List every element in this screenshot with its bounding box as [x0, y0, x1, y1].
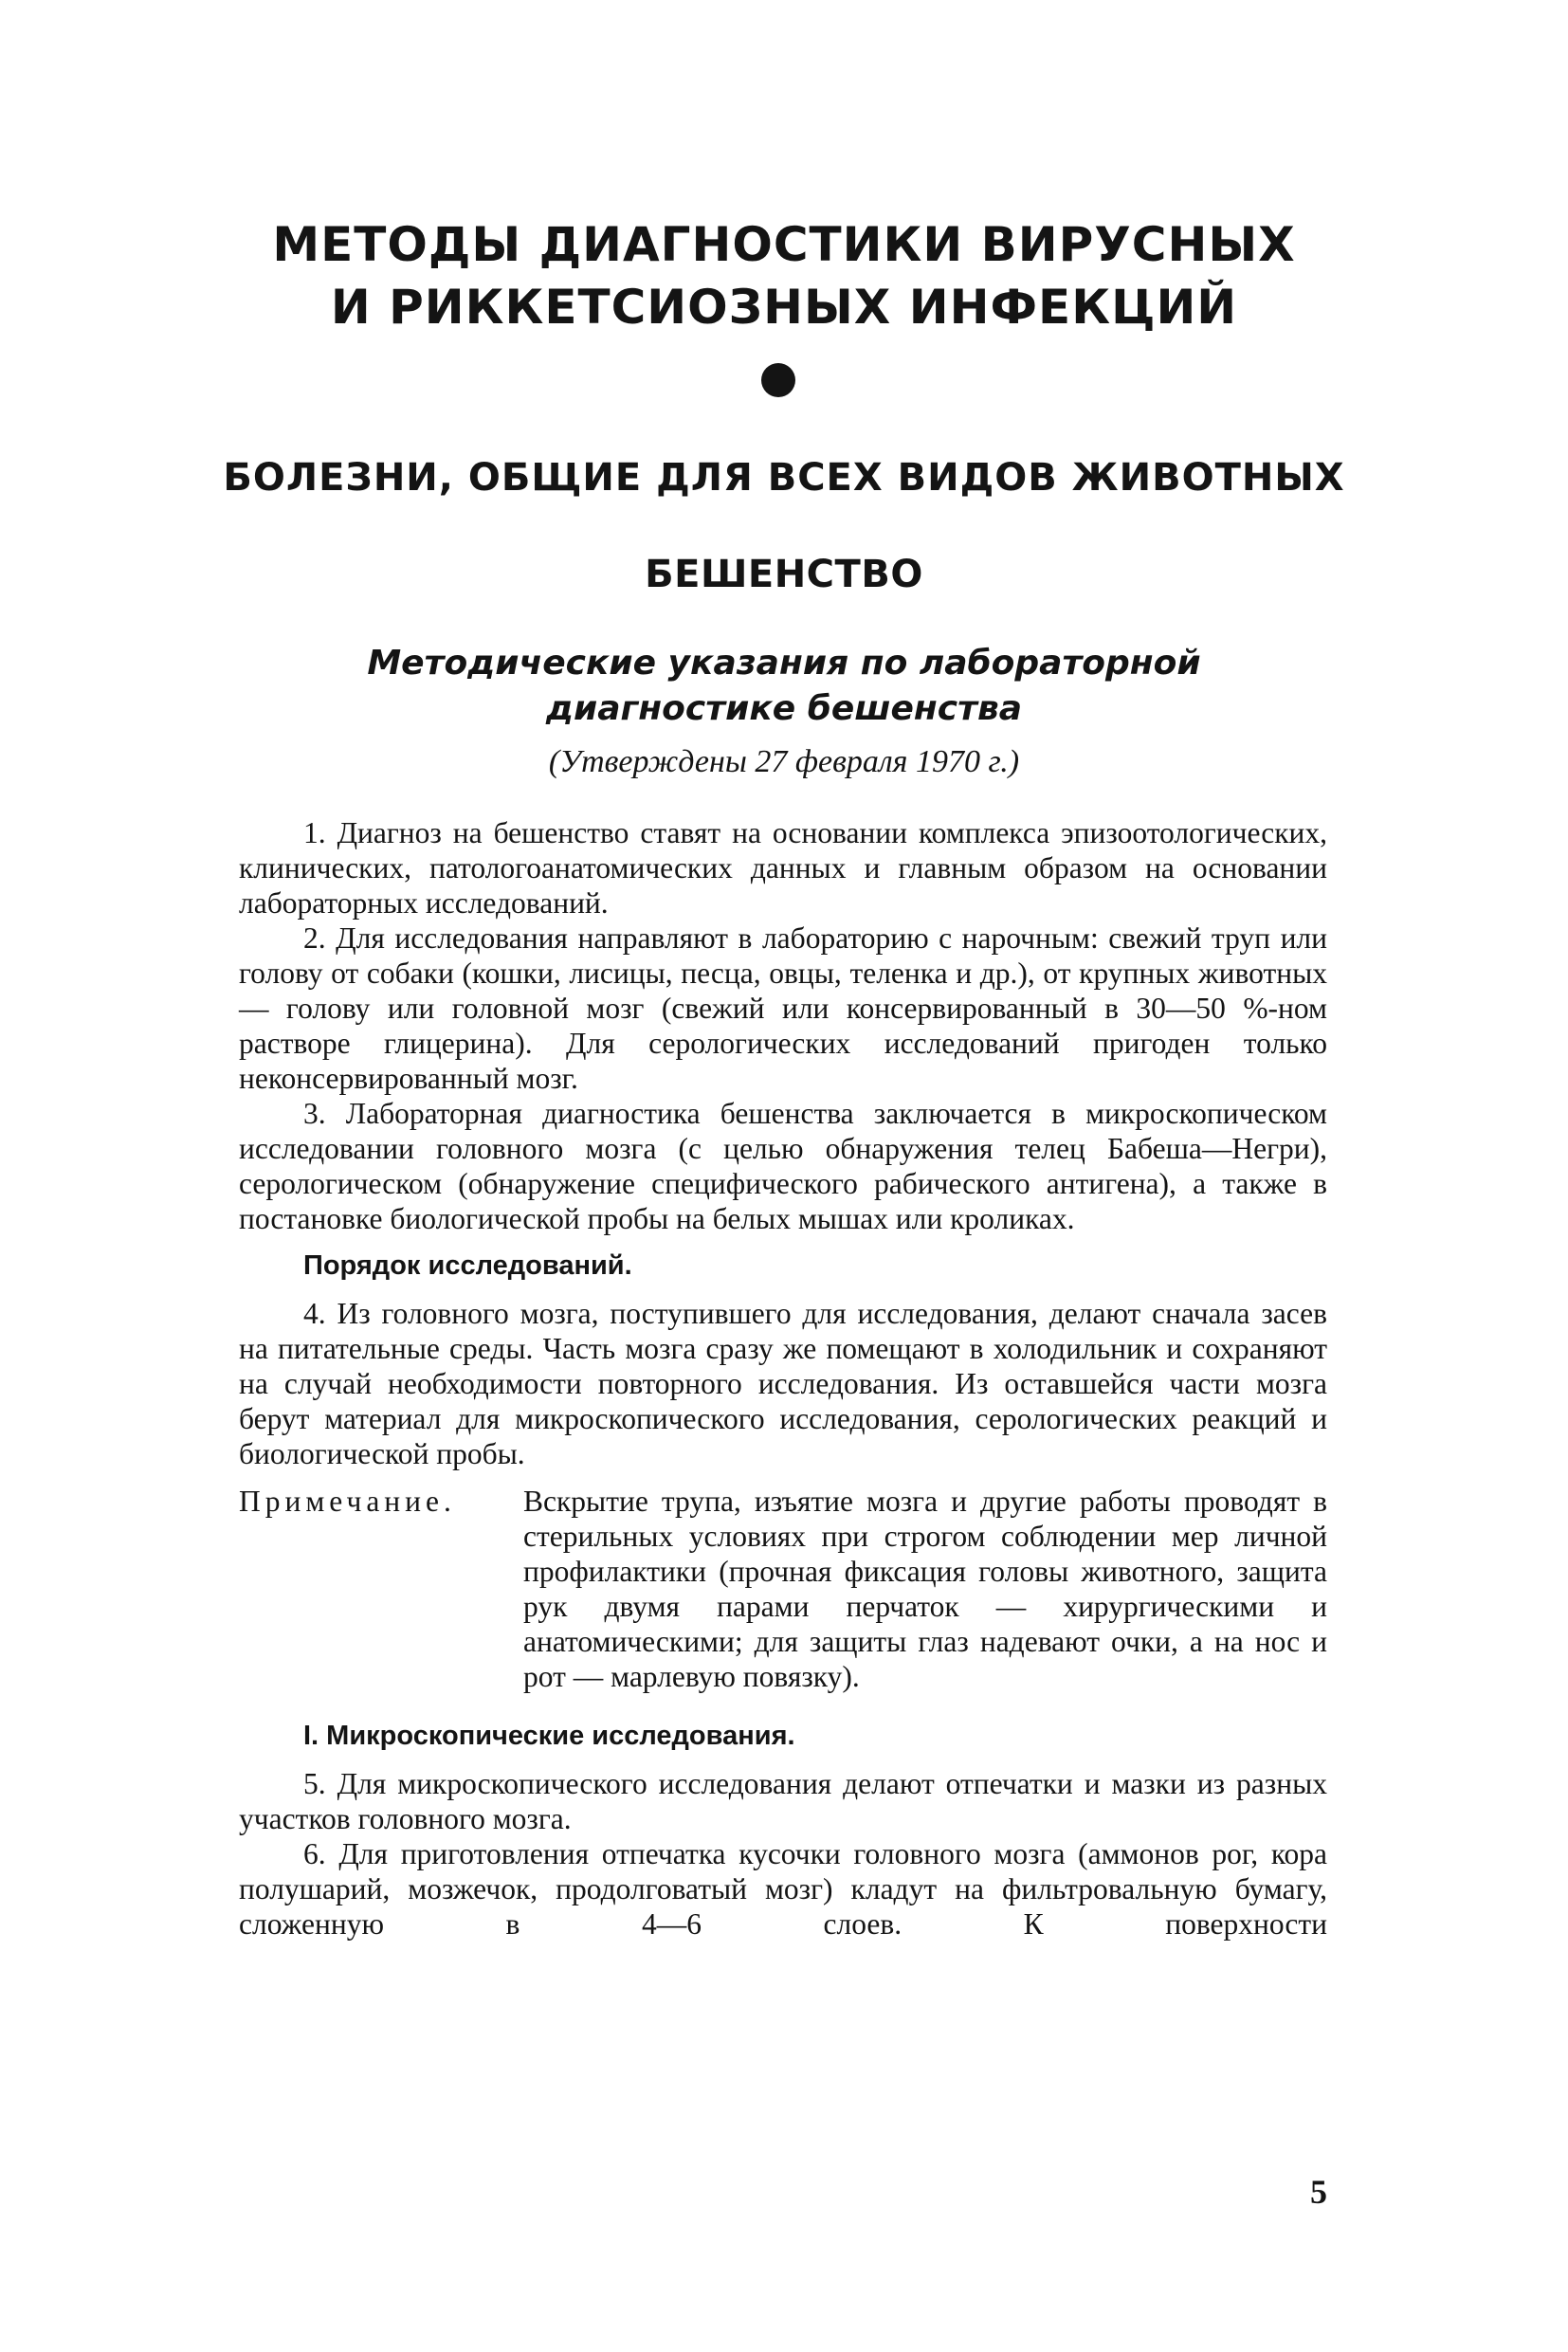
note-text: Вскрытие трупа, изъятие мозга и другие работы проводят в стерильных условиях при строгом соблюдении мер личной профилактики (прочная фиксация головы животного, защита рук двумя парами перчаток — хирургическими и анатомическими; для защиты глаз надевают очки, а на нос и рот — марлевую повязку). — [523, 1485, 1327, 1693]
paragraph-4: 4. Из головного мозга, поступившего для исследования, делают сначала засев на питательные среды. Часть мозга сразу же помещают в холодильник и сохраняют на случай необходимости повторного исследования. Из оставшейся части мозга берут материал для микроскопического исследования, серологических реакций и биологической пробы. — [239, 1297, 1327, 1470]
paragraph-1: 1. Диагноз на бешенство ставят на основании комплекса эпизоотологических, клинических, патологоанатомических данных и главным образом на основании лабораторных исследований. — [239, 816, 1327, 920]
approval-date: (Утверждены 27 февраля 1970 г.) — [548, 744, 1020, 779]
paragraph-3: 3. Лабораторная диагностика бешенства заключается в микроскопическом исследовании головного мозга (с целью обнаружения телец Бабеша—Негри), серологическом (обнаружение специфического рабического антигена), а также в постановке биологической пробы на белых мышах или кроликах. — [239, 1097, 1327, 1235]
page-number: 5 — [1310, 2173, 1327, 2211]
subtitle-line-2: диагностике бешенства — [545, 689, 1023, 728]
note-label: Примечание. — [239, 1485, 456, 1518]
guidelines-subtitle — [237, 641, 1331, 732]
document-title — [237, 213, 1331, 338]
section-title: БОЛЕЗНИ, ОБЩИЕ ДЛЯ ВСЕХ ВИДОВ ЖИВОТНЫХ — [223, 456, 1345, 500]
paragraph-6: 6. Для приготовления отпечатка кусочки головного мозга (аммонов рог, кора полушарий, мозжечок, продолговатый мозг) кладут на фильтровальную бумагу, сложенную в 4—6 слоев. К поверхности — [239, 1837, 1327, 1941]
document-body — [239, 815, 1327, 1942]
heading-microscopy: I. Микроскопические исследования. — [303, 1721, 795, 1751]
paragraph-5: 5. Для микроскопического исследования делают отпечатки и мазки из разных участков головного мозга. — [239, 1767, 1327, 1835]
disease-title: БЕШЕНСТВО — [645, 553, 923, 596]
subtitle-line-1: Методические указания по лабораторной — [367, 644, 1201, 683]
title-line-1: МЕТОДЫ ДИАГНОСТИКИ ВИРУСНЫХ — [272, 217, 1296, 272]
paragraph-2: 2. Для исследования направляют в лабораторию с нарочным: свежий труп или голову от собаки (кошки, лисицы, песца, овцы, теленка и др.), от крупных животных — голову или головной мозг (свежий или консервированный в 30—50 %-ном растворе глицерина). Для серологических исследований пригоден только неконсервированный мозг. — [239, 921, 1327, 1095]
title-line-2: И РИККЕТСИОЗНЫХ ИНФЕКЦИЙ — [330, 280, 1238, 335]
note-block — [239, 1484, 1327, 1694]
heading-order: Порядок исследований. — [303, 1250, 632, 1281]
bullet-separator-icon — [761, 363, 795, 397]
